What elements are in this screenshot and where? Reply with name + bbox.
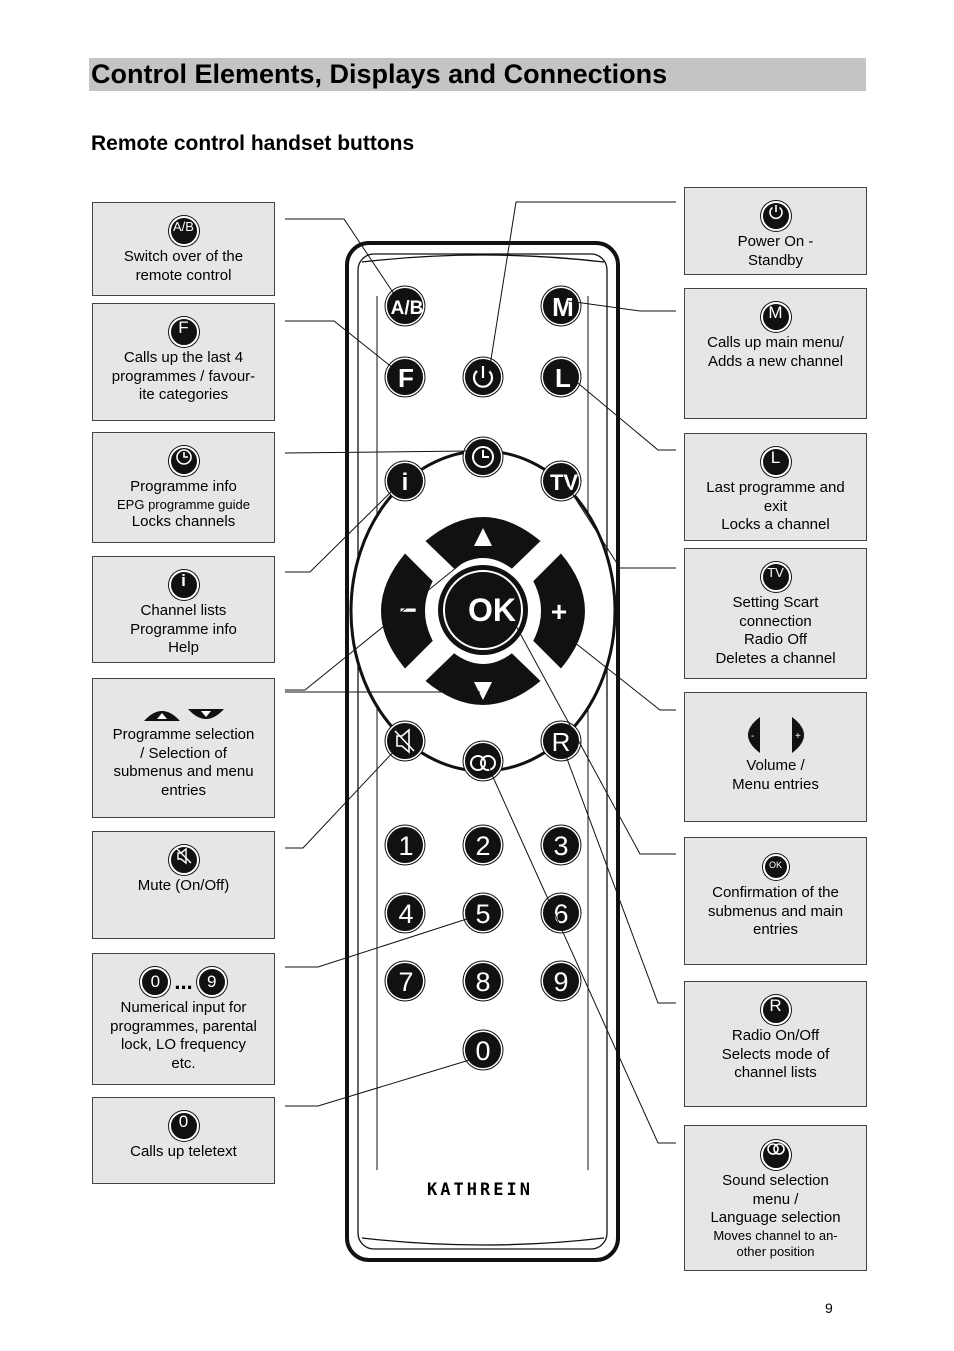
box-text: Switch over of the	[123, 248, 244, 265]
info-button	[385, 461, 425, 501]
page-title: Control Elements, Displays and Connections	[91, 59, 668, 89]
digit-label: 0	[475, 1036, 491, 1066]
ok-icon: OK	[763, 854, 789, 880]
box-text: lock, LO frequency	[120, 1036, 247, 1053]
box-text: Power On -	[737, 233, 814, 250]
box-text: etc.	[171, 1054, 196, 1072]
digit-4-button	[385, 893, 425, 933]
digit-label: 1	[398, 831, 414, 861]
box-text: Menu entries	[732, 775, 819, 793]
digit-label: 2	[475, 831, 491, 861]
sound-button	[463, 741, 503, 781]
digit-label: 3	[553, 831, 569, 861]
box-text: connection	[739, 612, 812, 630]
box-text: Locks channels	[131, 512, 236, 530]
box-text-small: other position	[736, 1243, 815, 1259]
box-text: Radio On/Off	[731, 1027, 820, 1044]
box-text: Last programme and	[706, 479, 845, 496]
digit-8-button	[463, 961, 503, 1001]
box-text: exit	[763, 497, 788, 515]
digit-1-button	[385, 825, 425, 865]
box-text: submenus and menu	[113, 763, 254, 780]
box-text: Programme selection	[112, 726, 255, 743]
digit-label: 5	[475, 899, 491, 929]
box-text: Setting Scart	[732, 594, 819, 611]
box-text: ite categories	[138, 386, 229, 403]
digit-label: 6	[553, 899, 569, 929]
box-text-small: EPG programme guide	[117, 496, 250, 512]
tv-icon: TV	[761, 562, 791, 592]
tv-button	[541, 461, 581, 501]
f-button	[385, 357, 425, 397]
power-button	[463, 357, 503, 397]
box-text-small: Moves channel to an-	[713, 1227, 838, 1243]
digit-label: 9	[553, 967, 569, 997]
digit-7-button	[385, 961, 425, 1001]
box-text: Volume /	[746, 757, 805, 774]
box-text: Programme info	[130, 478, 237, 495]
r-button	[541, 721, 581, 761]
box-text: programmes / favour-	[111, 367, 256, 385]
box-text: Adds a new channel	[707, 352, 844, 370]
ok-label: OK	[468, 592, 516, 628]
box-text: Radio Off	[743, 631, 808, 648]
f-button-label: F	[398, 363, 414, 393]
f-icon: F	[169, 317, 199, 347]
box-text: Selects mode of	[721, 1045, 830, 1063]
box-text: / Selection of	[140, 744, 227, 762]
r-button-label: R	[551, 727, 571, 757]
page-number: 9	[825, 1300, 833, 1316]
box-text: Calls up main menu/	[707, 334, 844, 351]
ab-button	[385, 286, 425, 326]
box-text: entries	[160, 781, 207, 799]
box-text: Calls up the last 4	[123, 349, 244, 366]
digit-5-button	[463, 893, 503, 933]
brand-logo: KATHREIN	[427, 1180, 533, 1200]
box-text: Language selection	[710, 1209, 841, 1226]
svg-text:-: -	[750, 731, 754, 742]
section-subtitle: Remote control handset buttons	[91, 132, 415, 155]
box-text: Confirmation of the	[712, 884, 839, 901]
epg-button	[463, 437, 503, 477]
minus-label: −	[399, 594, 417, 627]
digit-label: 4	[398, 899, 414, 929]
ab-icon: A/B	[169, 216, 199, 246]
digit-9-icon: 9	[197, 967, 227, 997]
r-icon: R	[761, 995, 791, 1025]
digit-3-button	[541, 825, 581, 865]
plus-label: +	[550, 596, 568, 627]
ab-button-label: A/B	[390, 298, 424, 319]
m-button	[541, 286, 581, 326]
box-text: Deletes a channel	[715, 649, 836, 667]
box-text: Mute (On/Off)	[137, 877, 230, 894]
m-icon: M	[761, 302, 791, 332]
l-icon: L	[761, 447, 791, 477]
digit-label: 7	[398, 967, 414, 997]
digit-0-icon: 0	[140, 967, 170, 997]
svg-text:+: +	[794, 731, 801, 742]
m-button-label: M	[552, 292, 574, 322]
l-button-label: L	[555, 363, 571, 393]
box-text: channel lists	[734, 1064, 817, 1081]
info-button-label: i	[401, 469, 409, 496]
box-text: Standby	[747, 251, 804, 269]
tv-button-label: TV	[549, 470, 579, 495]
digit-0-icon: 0	[169, 1111, 199, 1141]
box-text: Locks a channel	[721, 516, 830, 533]
box-text: Numerical input for	[120, 999, 247, 1016]
box-text: entries	[752, 921, 799, 938]
box-text: programmes, parental	[110, 1017, 257, 1035]
box-text: remote control	[135, 266, 232, 284]
info-icon: i	[169, 570, 199, 600]
box-text: Programme info	[130, 620, 237, 638]
l-button	[541, 357, 581, 397]
box-text: Sound selection	[722, 1172, 829, 1189]
box-text: Calls up teletext	[130, 1143, 237, 1160]
box-text: menu /	[752, 1190, 799, 1208]
digit-2-button	[463, 825, 503, 865]
digit-0-button	[463, 1030, 503, 1070]
box-text: Channel lists	[140, 602, 227, 619]
box-text: submenus and main	[707, 902, 844, 920]
ellipsis: ...	[174, 969, 193, 994]
box-text: Help	[168, 639, 199, 656]
digit-9-button	[541, 961, 581, 1001]
digit-label: 8	[475, 967, 491, 997]
